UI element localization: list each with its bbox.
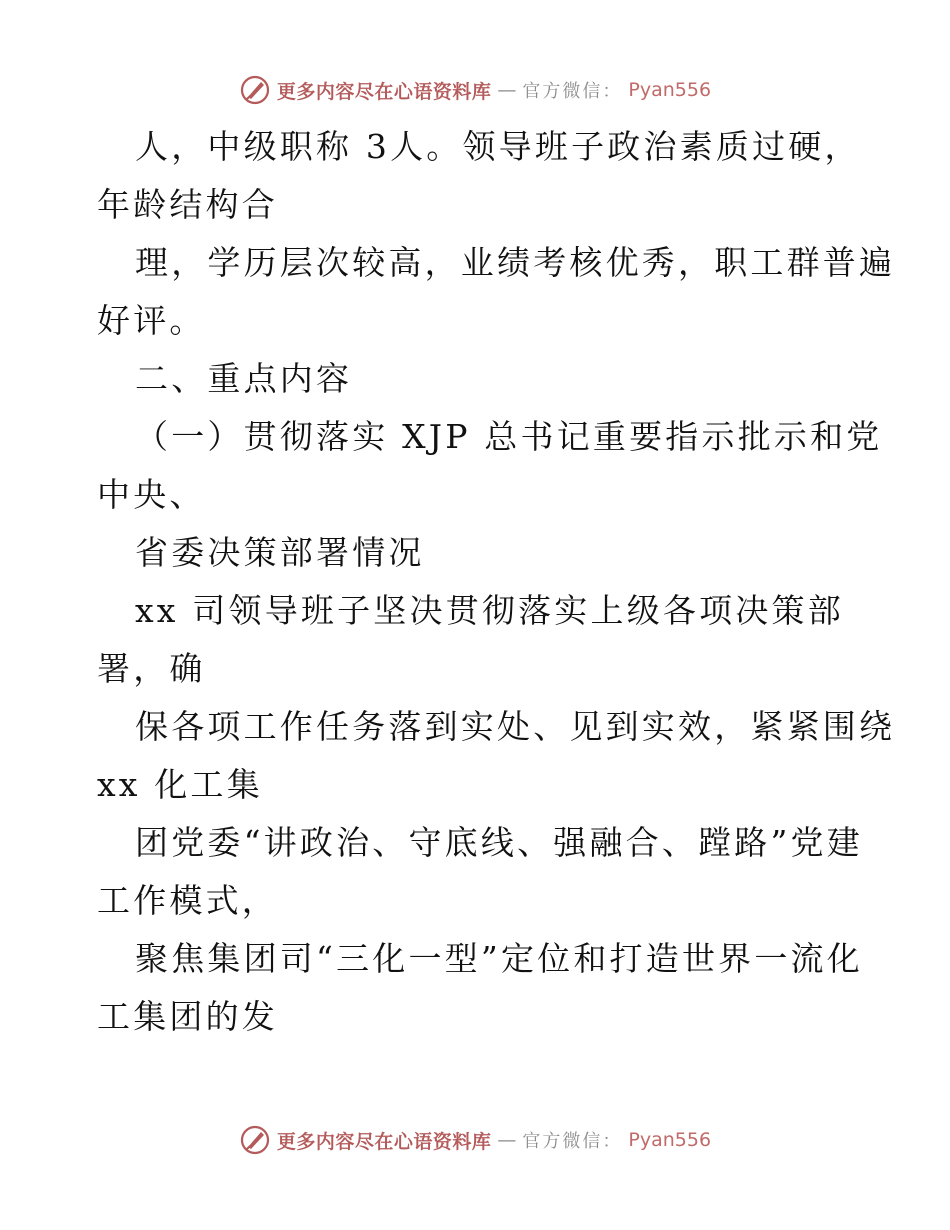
header-watermark <box>0 70 950 110</box>
watermark-account-id: Pyan556 <box>628 79 712 101</box>
watermark-site-text: 更多内容尽在心语资料库 <box>276 80 492 103</box>
body-line: 理，学历层次较高，业绩考核优秀，职工群普遍 <box>135 243 896 282</box>
body-line: 人，中级职称 3人。领导班子政治素质过硬， <box>135 127 861 166</box>
body-line: 好评。 <box>97 301 206 340</box>
body-line: 工作模式， <box>97 881 278 920</box>
body-line: 工集团的发 <box>97 997 278 1036</box>
watermark-official-label: 官方微信： <box>522 1131 623 1152</box>
body-line: 保各项工作任务落到实处、见到实效，紧紧围绕 <box>135 707 896 746</box>
quill-pen-icon <box>239 74 271 106</box>
watermark-official-label: 官方微信： <box>522 81 623 102</box>
body-line: 中央、 <box>97 475 206 514</box>
body-line: 署，确 <box>97 649 206 688</box>
quill-pen-icon <box>239 1124 271 1156</box>
footer-watermark <box>0 1120 950 1160</box>
body-line: 年龄结构合 <box>97 185 278 224</box>
body-line: 聚焦集团司“三化一型”定位和打造世界一流化 <box>135 939 863 978</box>
watermark-site-text: 更多内容尽在心语资料库 <box>276 1130 492 1153</box>
body-line: xx 司领导班子坚决贯彻落实上级各项决策部 <box>135 591 844 630</box>
subsection-heading: （一）贯彻落实 XJP 总书记重要指示批示和党 <box>135 417 883 456</box>
body-line: 团党委“讲政治、守底线、强融合、蹚路”党建 <box>135 823 863 862</box>
watermark-separator: — <box>497 1129 517 1151</box>
watermark-account-id: Pyan556 <box>628 1129 712 1151</box>
section-heading: 二、重点内容 <box>135 359 353 398</box>
body-line: xx 化工集 <box>97 765 263 804</box>
watermark-separator: — <box>497 79 517 101</box>
body-line: 省委决策部署情况 <box>135 533 425 572</box>
